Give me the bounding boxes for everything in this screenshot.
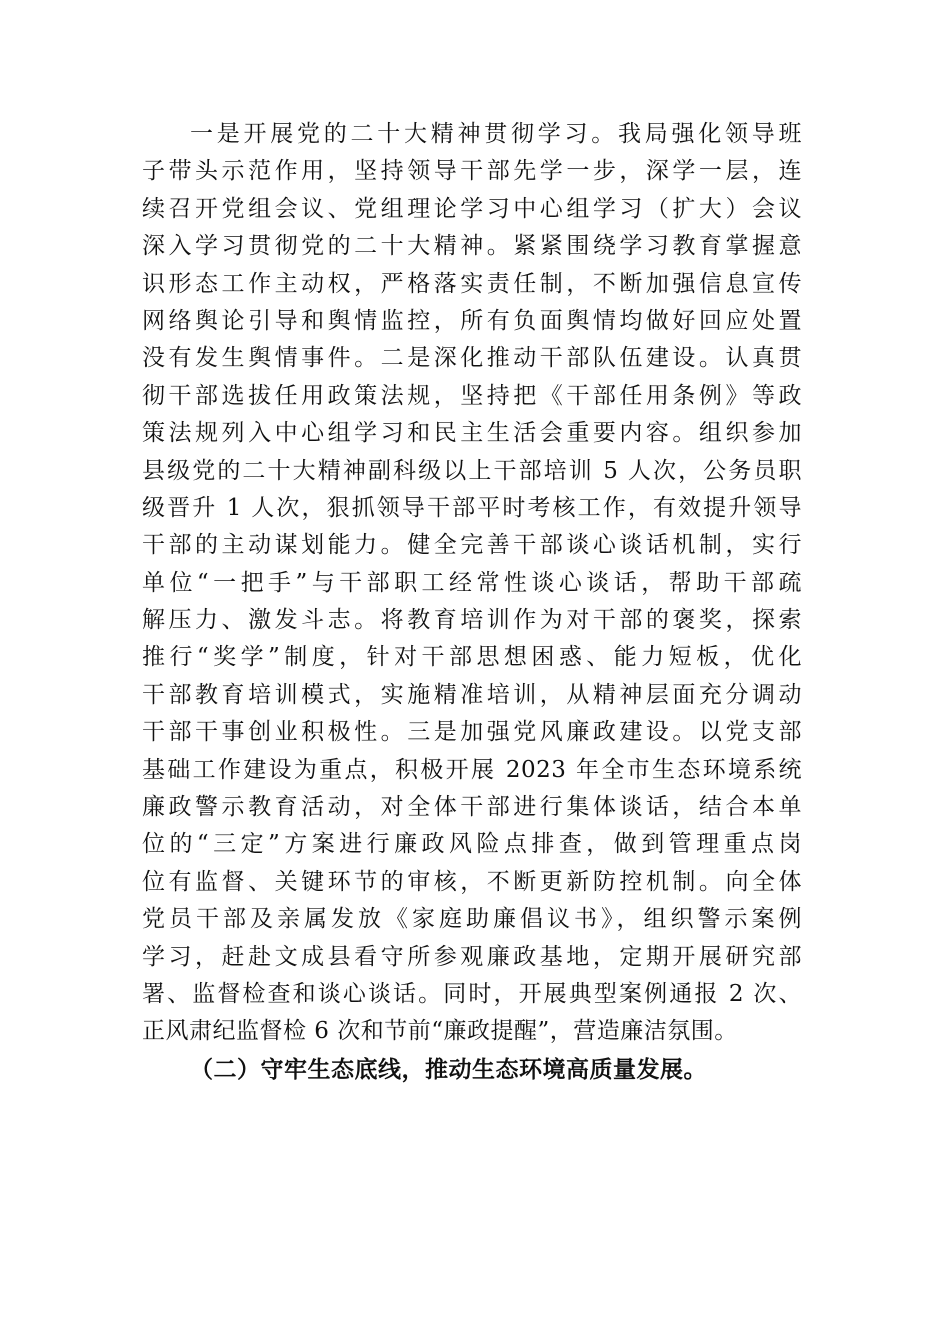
paragraph-line-15: 推行“奖学”制度，针对干部思想困惑、能力短板，优化: [142, 644, 802, 671]
paragraph-line-2: 子带头示范作用，坚持领导干部先学一步，深学一层，连: [142, 158, 802, 185]
paragraph-line-1: 一是开展党的二十大精神贯彻学习。我局强化领导班: [190, 121, 802, 147]
paragraph-line-5: 识形态工作主动权，严格落实责任制，不断加强信息宣传: [142, 270, 802, 297]
paragraph-line-19: 廉政警示教育活动，对全体干部进行集体谈话，结合本单: [142, 794, 802, 821]
paragraph-line-10: 县级党的二十大精神副科级以上干部培训 5 人次，公务员职: [142, 457, 802, 484]
paragraph-line-18: 基础工作建设为重点，积极开展 2023 年全市生态环境系统: [142, 756, 802, 783]
paragraph-line-24: 署、监督检查和谈心谈话。同时，开展典型案例通报 2 次、: [142, 980, 802, 1007]
paragraph-line-13: 单位“一把手”与干部职工经常性谈心谈话，帮助干部疏: [142, 569, 802, 596]
paragraph-line-16: 干部教育培训模式，实施精准培训，从精神层面充分调动: [142, 681, 802, 708]
paragraph-line-6: 网络舆论引导和舆情监控，所有负面舆情均做好回应处置: [142, 307, 802, 334]
paragraph-line-25: 正风肃纪监督检 6 次和节前“廉政提醒”，营造廉洁氛围。: [142, 1018, 738, 1045]
paragraph-line-3: 续召开党组会议、党组理论学习中心组学习（扩大）会议: [142, 195, 802, 222]
paragraph-line-9: 策法规列入中心组学习和民主生活会重要内容。组织参加: [142, 420, 802, 447]
section-heading: （二）守牢生态底线，推动生态环境高质量发展。: [190, 1055, 707, 1083]
body-text: [142, 116, 802, 1088]
paragraph-line-7: 没有发生舆情事件。二是深化推动干部队伍建设。认真贯: [142, 345, 802, 372]
paragraph-line-23: 学习，赶赴文成县看守所参观廉政基地，定期开展研究部: [142, 943, 802, 970]
paragraph-line-11: 级晋升 1 人次，狠抓领导干部平时考核工作，有效提升领导: [142, 494, 802, 521]
paragraph-line-4: 深入学习贯彻党的二十大精神。紧紧围绕学习教育掌握意: [142, 233, 802, 260]
paragraph-line-14: 解压力、激发斗志。将教育培训作为对干部的褒奖，探索: [142, 607, 802, 634]
paragraph-line-22: 党员干部及亲属发放《家庭助廉倡议书》，组织警示案例: [142, 906, 802, 933]
paragraph-line-20: 位的“三定”方案进行廉政风险点排查，做到管理重点岗: [142, 831, 802, 858]
paragraph-line-12: 干部的主动谋划能力。健全完善干部谈心谈话机制，实行: [142, 532, 802, 559]
paragraph-line-17: 干部干事创业积极性。三是加强党风廉政建设。以党支部: [142, 719, 802, 746]
paragraph-line-8: 彻干部选拔任用政策法规，坚持把《干部任用条例》等政: [142, 382, 802, 409]
paragraph-line-21: 位有监督、关键环节的审核，不断更新防控机制。向全体: [142, 868, 802, 895]
